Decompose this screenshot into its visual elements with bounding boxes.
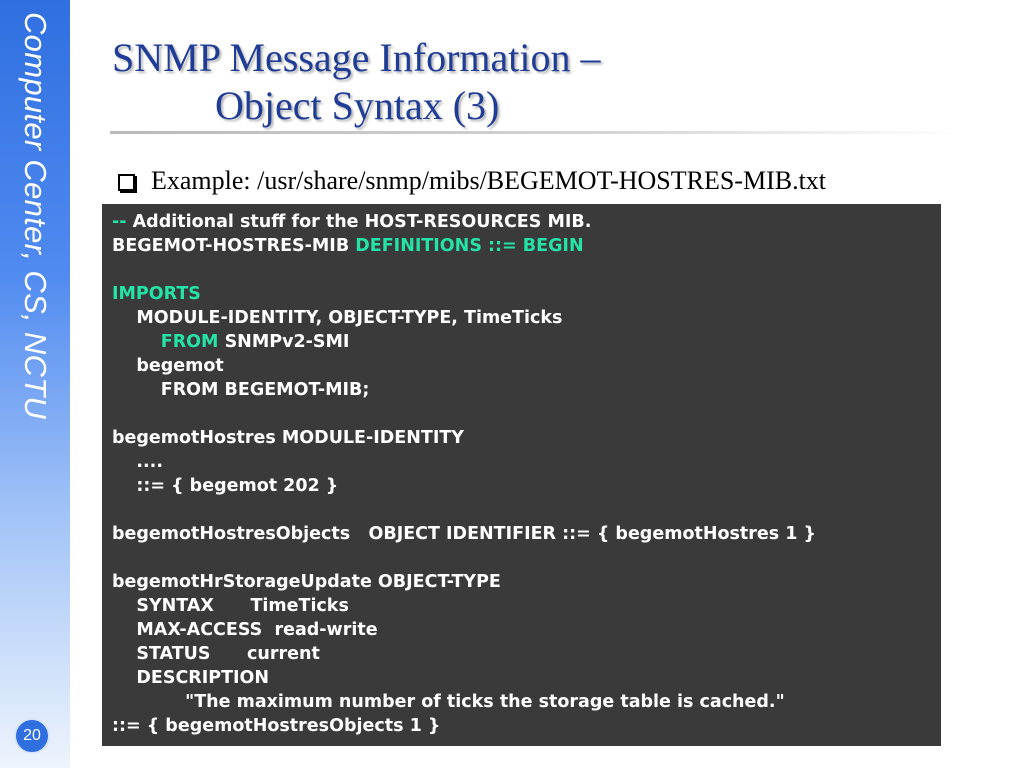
code-line: MODULE-IDENTITY, OBJECT-TYPE, TimeTicks <box>112 308 563 328</box>
sidebar <box>0 0 70 768</box>
comment-marker: -- <box>112 212 127 232</box>
code-line: FROM BEGEMOT-MIB; <box>112 380 370 400</box>
code-line: MAX-ACCESS read-write <box>112 620 378 640</box>
code-line: STATUS current <box>112 644 320 664</box>
module-name: BEGEMOT-HOSTRES-MIB <box>112 236 356 256</box>
code-line: ::= { begemot 202 } <box>112 476 339 496</box>
code-line: begemot <box>112 356 224 376</box>
code-line-blank <box>112 546 931 570</box>
code-block <box>102 204 941 746</box>
sidebar-org-label: Computer Center, CS, NCTU <box>18 12 53 420</box>
comment-text: Additional stuff for the HOST-RESOURCES MIB. <box>126 212 592 232</box>
code-line: DESCRIPTION <box>112 668 270 688</box>
definitions-keyword: DEFINITIONS ::= BEGIN <box>355 236 584 256</box>
code-line: begemotHrStorageUpdate OBJECT-TYPE <box>112 572 501 592</box>
page-number-badge: 20 <box>14 718 50 754</box>
slide-title <box>112 34 600 130</box>
indent <box>112 332 161 352</box>
title-line-2: Object Syntax (3) <box>215 83 500 128</box>
code-line: "The maximum number of ticks the storage table is cached." <box>112 692 785 712</box>
from-source: SNMPv2-SMI <box>218 332 350 352</box>
code-line: begemotHostresObjects OBJECT IDENTIFIER ::= { begemotHostres 1 } <box>112 524 817 544</box>
code-line: ::= { begemotHostresObjects 1 } <box>112 716 441 736</box>
code-line <box>112 330 931 354</box>
code-line-blank <box>112 498 931 522</box>
imports-keyword: IMPORTS <box>112 284 201 304</box>
code-line-blank <box>112 402 931 426</box>
code-line: begemotHostres MODULE-IDENTITY <box>112 428 464 448</box>
square-bullet-icon <box>118 174 135 191</box>
bullet-text: Example: /usr/share/snmp/mibs/BEGEMOT-HOSTRES-MIB.txt <box>151 166 827 195</box>
title-line-1: SNMP Message Information – <box>112 35 601 80</box>
code-line <box>112 234 931 258</box>
code-line: SYNTAX TimeTicks <box>112 596 349 616</box>
code-line <box>112 282 931 306</box>
code-line: .... <box>112 452 163 472</box>
title-divider <box>110 131 960 134</box>
from-keyword: FROM <box>160 332 219 352</box>
code-line-blank <box>112 258 931 282</box>
code-line <box>112 210 931 234</box>
bullet-item <box>118 166 826 196</box>
